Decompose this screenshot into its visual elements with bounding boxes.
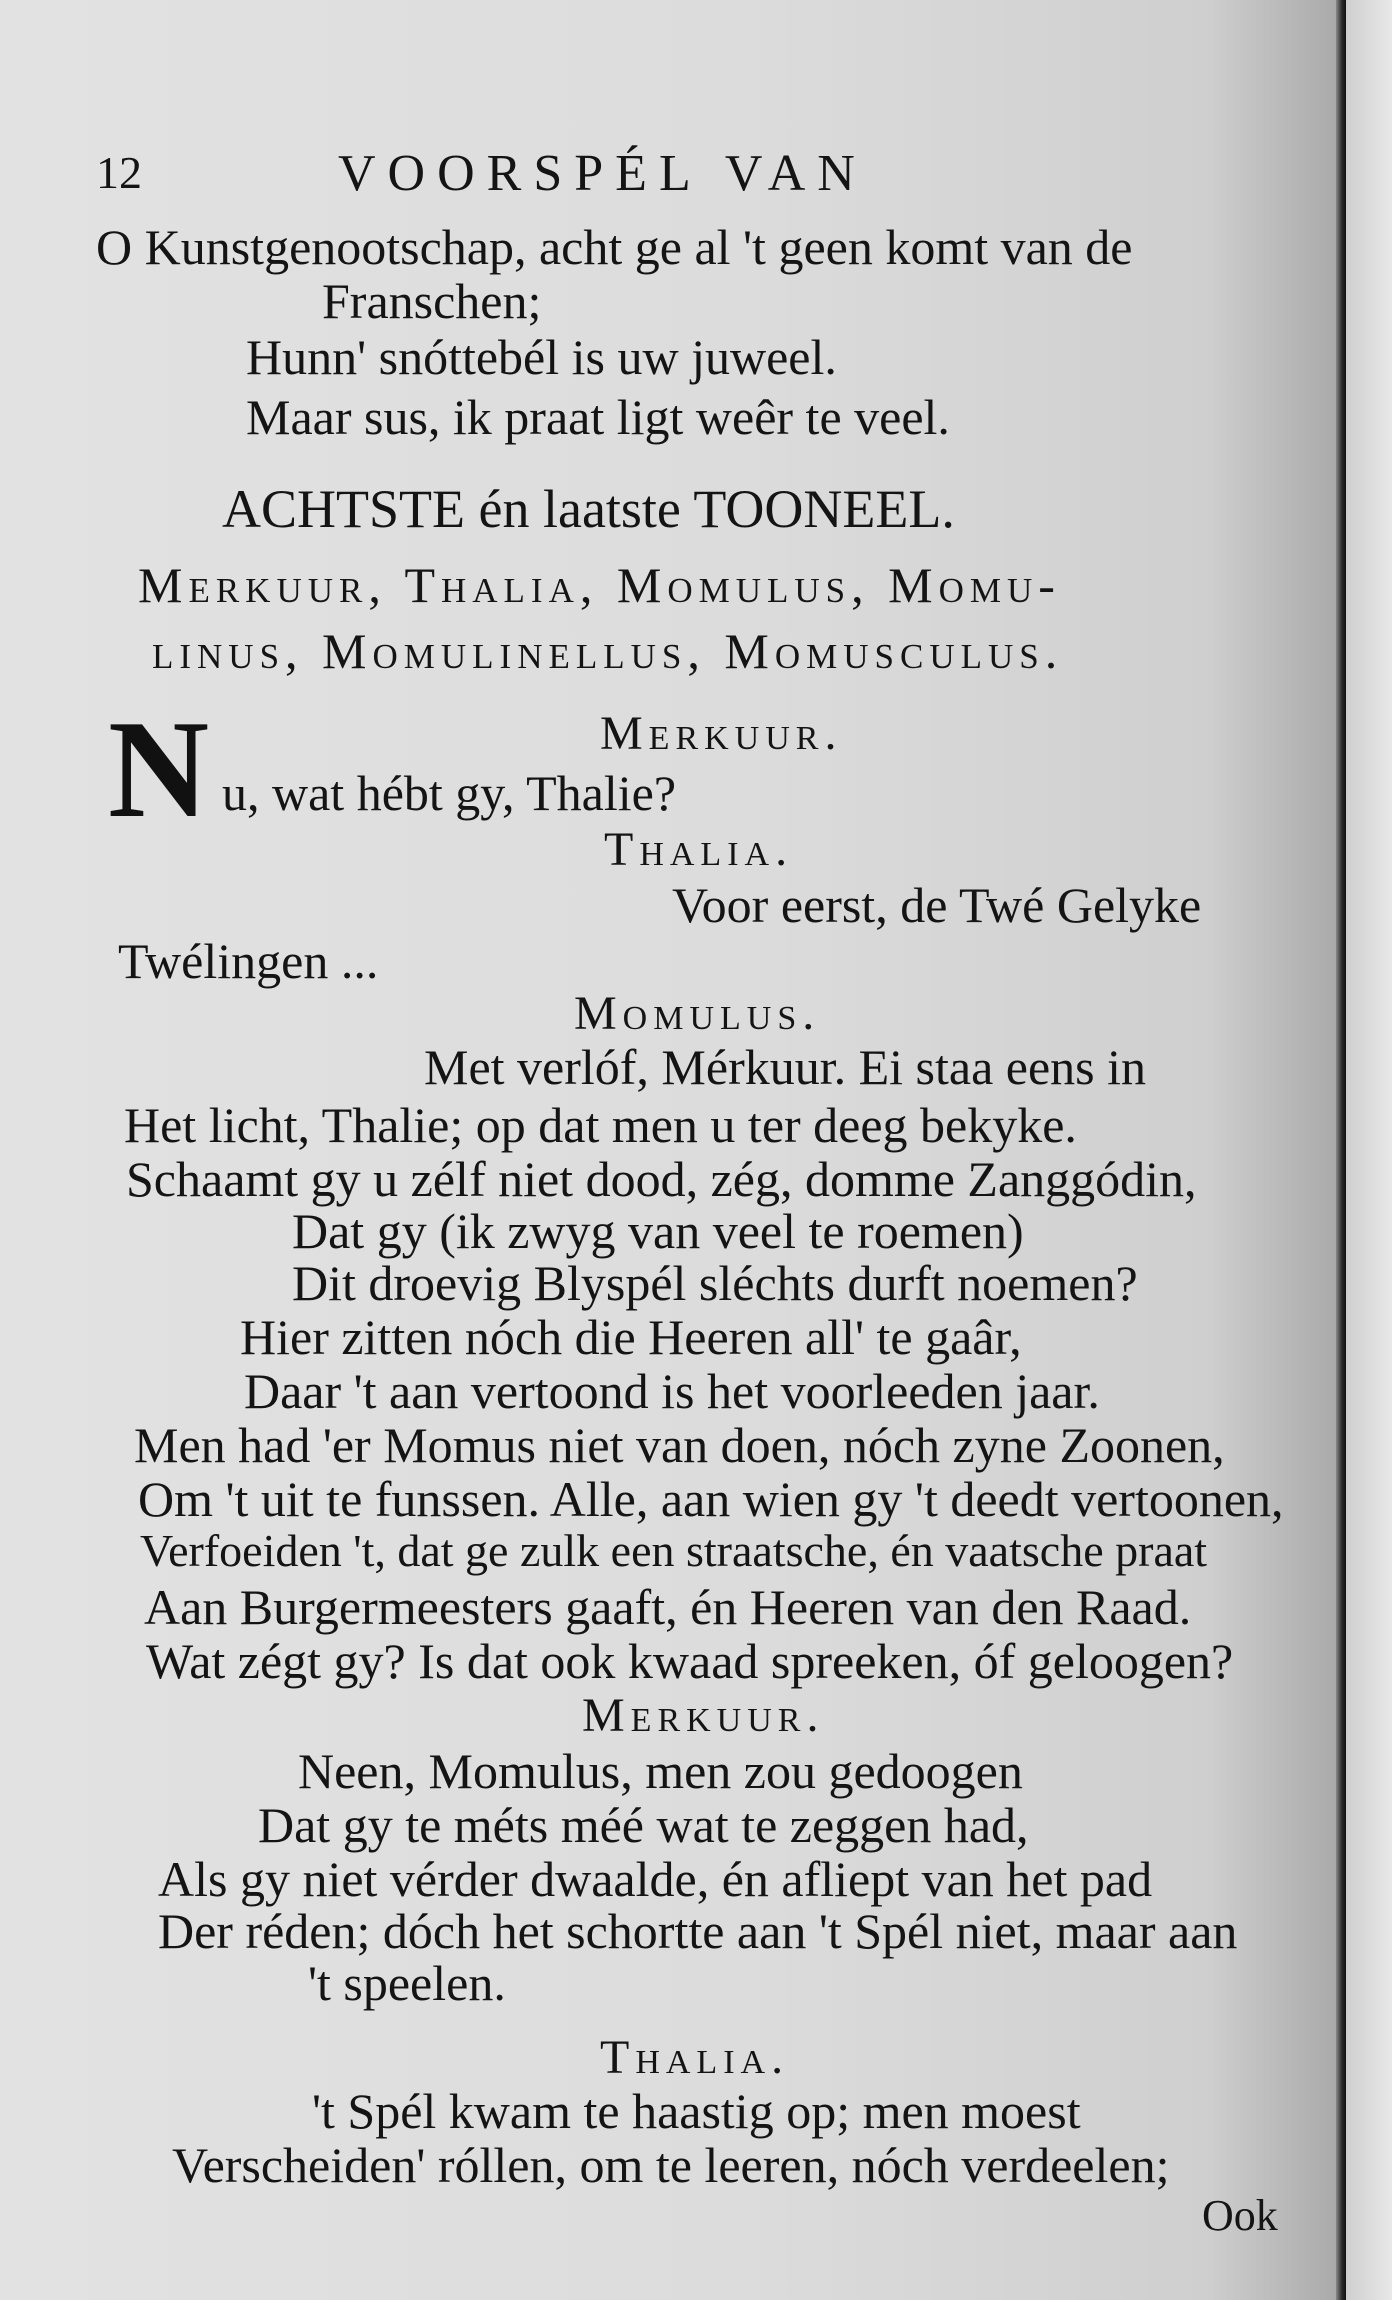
cast-list: Merkuur, Thalia, Momulus, Momu- bbox=[138, 557, 1061, 613]
dialogue-line: Neen, Momulus, men zou gedoogen bbox=[298, 1743, 1023, 1799]
dialogue-line: 't Spél kwam te haastig op; men moest bbox=[312, 2083, 1081, 2139]
cast-list: linus, Momulinellus, Momusculus. bbox=[152, 623, 1064, 679]
drop-cap: N bbox=[108, 692, 210, 847]
dialogue-line: u, wat hébt gy, Thalie? bbox=[222, 765, 677, 821]
speaker-name: Thalia. bbox=[604, 823, 794, 876]
speaker-name: Momulus. bbox=[574, 987, 821, 1040]
book-gutter bbox=[1336, 0, 1346, 2300]
catchword: Ook bbox=[1202, 2191, 1278, 2240]
dialogue-line: Twélingen ... bbox=[118, 933, 379, 989]
dialogue-line: Dat gy te méts méé wat te zeggen had, bbox=[258, 1797, 1029, 1853]
dialogue-line: Verfoeiden 't, dat ge zulk een straatsche, én vaatsche praat bbox=[140, 1525, 1208, 1576]
dialogue-line: Dat gy (ik zwyg van veel te roemen) bbox=[292, 1203, 1024, 1259]
dialogue-line: Schaamt gy u zélf niet dood, zég, domme Zanggódin, bbox=[126, 1151, 1197, 1207]
dialogue-line: Dit droevig Blyspél sléchts durft noemen? bbox=[292, 1255, 1138, 1311]
dialogue-line: Voor eerst, de Twé Gelyke bbox=[672, 877, 1202, 933]
scene-title: ACHTSTE én laatste TOONEEL. bbox=[222, 479, 955, 539]
dialogue-line: Verscheiden' róllen, om te leeren, nóch verdeelen; bbox=[172, 2137, 1170, 2193]
dialogue-line: Met verlóf, Mérkuur. Ei staa eens in bbox=[424, 1039, 1147, 1095]
page-number: 12 bbox=[96, 147, 142, 198]
dialogue-line: Daar 't aan vertoond is het voorleeden jaar. bbox=[244, 1363, 1100, 1419]
speaker-name: Merkuur. bbox=[582, 1689, 825, 1742]
dialogue-line: Wat zégt gy? Is dat ook kwaad spreeken, óf geloogen? bbox=[146, 1633, 1234, 1689]
dialogue-line: Als gy niet vérder dwaalde, én afliept van het pad bbox=[158, 1851, 1153, 1907]
dialogue-line: Der réden; dóch het schortte aan 't Spél niet, maar aan bbox=[158, 1903, 1238, 1959]
text-line: Maar sus, ik praat ligt weêr te veel. bbox=[246, 389, 950, 445]
dialogue-line: Om 't uit te funssen. Alle, aan wien gy 't deedt vertoonen, bbox=[138, 1471, 1284, 1527]
speaker-name: Merkuur. bbox=[600, 707, 843, 760]
facing-page-edge bbox=[1346, 0, 1392, 2300]
speaker-name: Thalia. bbox=[600, 2031, 790, 2084]
dialogue-line: Hier zitten nóch die Heeren all' te gaâr, bbox=[240, 1309, 1022, 1365]
text-line: Franschen; bbox=[322, 273, 542, 329]
dialogue-line: Het licht, Thalie; op dat men u ter deeg bekyke. bbox=[124, 1097, 1077, 1153]
text-line: O Kunstgenootschap, acht ge al 't geen komt van de bbox=[96, 219, 1133, 275]
dialogue-line: 't speelen. bbox=[308, 1955, 506, 2011]
running-title: VOORSPÉL VAN bbox=[338, 145, 867, 202]
dialogue-line: Men had 'er Momus niet van doen, nóch zyne Zoonen, bbox=[134, 1417, 1225, 1473]
text-line: Hunn' snóttebél is uw juweel. bbox=[246, 329, 837, 385]
dialogue-line: Aan Burgermeesters gaaft, én Heeren van den Raad. bbox=[144, 1579, 1192, 1635]
